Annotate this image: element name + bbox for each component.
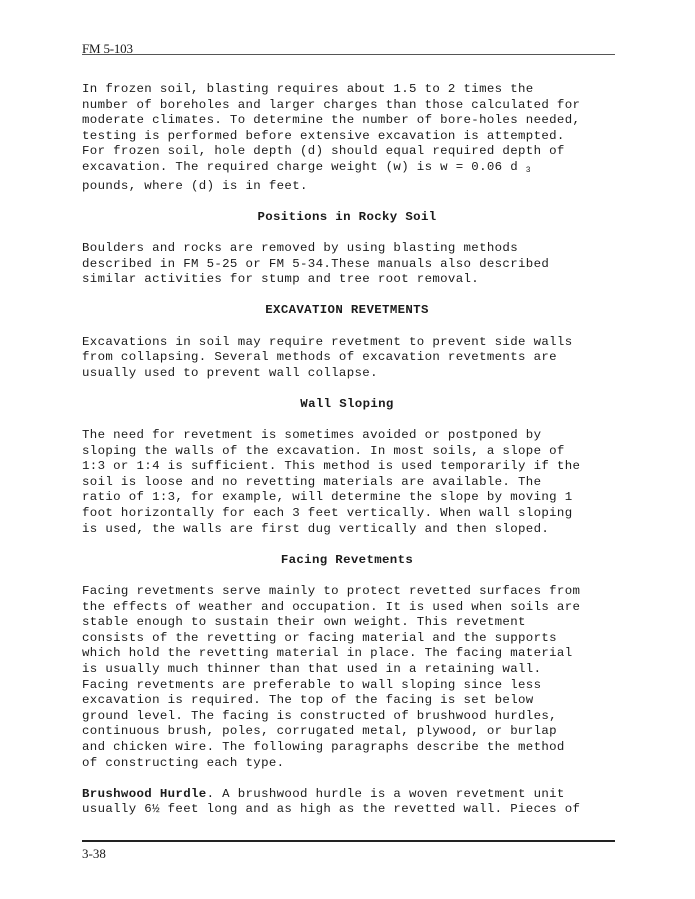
text-line: is usually much thinner than that used in a retaining wall. [82,661,542,676]
heading-facing-revetments: Facing Revetments [280,552,414,567]
excavation-revetments-paragraph [82,335,612,382]
text-line: continuous brush, poles, corrugated metal, plywood, or burlap [82,724,557,739]
text-line: Facing revetments are preferable to wall sloping since less [82,677,542,692]
text-line: 1:3 or 1:4 is sufficient. This method is used temporarily if the [82,459,581,474]
text-line: of constructing each type. [82,755,285,770]
heading-wall-sloping: Wall Sloping [300,396,394,411]
text-line: For frozen soil, hole depth (d) should equal required depth of [82,144,565,159]
wall-sloping-paragraph [82,428,612,537]
text-line: ratio of 1:3, for example, will determine the slope by moving 1 [82,490,573,505]
header-rule [82,54,615,55]
text-line: is used, the walls are first dug vertically and then sloped. [82,521,550,536]
text-line: moderate climates. To determine the number of bore-holes needed, [82,113,581,128]
text-line: Facing revetments serve mainly to protect revetted surfaces from [82,584,581,598]
text-run: . A brushwood hurdle is a woven revetment unit [206,786,565,801]
heading-rocky-soil: Positions in Rocky Soil [257,209,437,224]
formula-exponent: 3 [525,165,531,175]
run-in-heading-brushwood-hurdle: Brushwood Hurdle [82,786,207,801]
facing-revetments-paragraph [82,584,612,771]
page-number: 3-38 [82,846,106,861]
text-line: foot horizontally for each 3 feet vertically. When wall sloping [82,506,573,521]
frozen-soil-paragraph [82,82,612,194]
text-line: the effects of weather and occupation. It is used when soils are [82,599,581,614]
page-body [82,82,612,818]
text-line: excavation is required. The top of the facing is set below [82,693,534,708]
text-line: from collapsing. Several methods of excavation revetments are [82,350,557,365]
text-line: similar activities for stump and tree root removal. [82,272,480,287]
text-line: In frozen soil, blasting requires about 1.5 to 2 times the [82,82,534,96]
text-line: sloping the walls of the excavation. In most soils, a slope of [82,443,565,458]
text-line: ground level. The facing is constructed of brushwood hurdles, [82,708,557,723]
formula-text: excavation. The required charge weight (w) is w = 0.06 d [82,159,518,174]
text-line: usually 6½ feet long and as high as the revetted wall. Pieces of [82,802,581,817]
text-line: consists of the revetting or facing material and the supports [82,630,557,645]
text-line: which hold the revetting material in place. The facing material [82,646,573,661]
text-line: Excavations in soil may require revetment to prevent side walls [82,334,573,349]
text-line: soil is loose and no revetting materials are available. The [82,474,542,489]
rocky-soil-paragraph [82,241,612,288]
text-line: The need for revetment is sometimes avoided or postponed by [82,428,542,443]
text-line: Boulders and rocks are removed by using blasting methods [82,240,518,255]
text-line: testing is performed before extensive excavation is attempted. [82,128,565,143]
text-line: stable enough to sustain their own weight. This revetment [82,615,526,630]
text-line: described in FM 5-25 or FM 5-34.These manuals also described [82,256,550,271]
text-line: pounds, where (d) is in feet. [82,178,308,193]
heading-excavation-revetments: EXCAVATION REVETMENTS [265,303,429,318]
footer-rule [82,840,615,842]
brushwood-hurdle-paragraph [82,787,612,818]
text-line: usually used to prevent wall collapse. [82,365,378,380]
manual-id: FM 5-103 [82,41,133,56]
text-line: and chicken wire. The following paragraphs describe the method [82,739,565,754]
text-line [82,787,612,803]
charge-formula-line [82,160,612,179]
text-line: number of boreholes and larger charges than those calculated for [82,97,581,112]
